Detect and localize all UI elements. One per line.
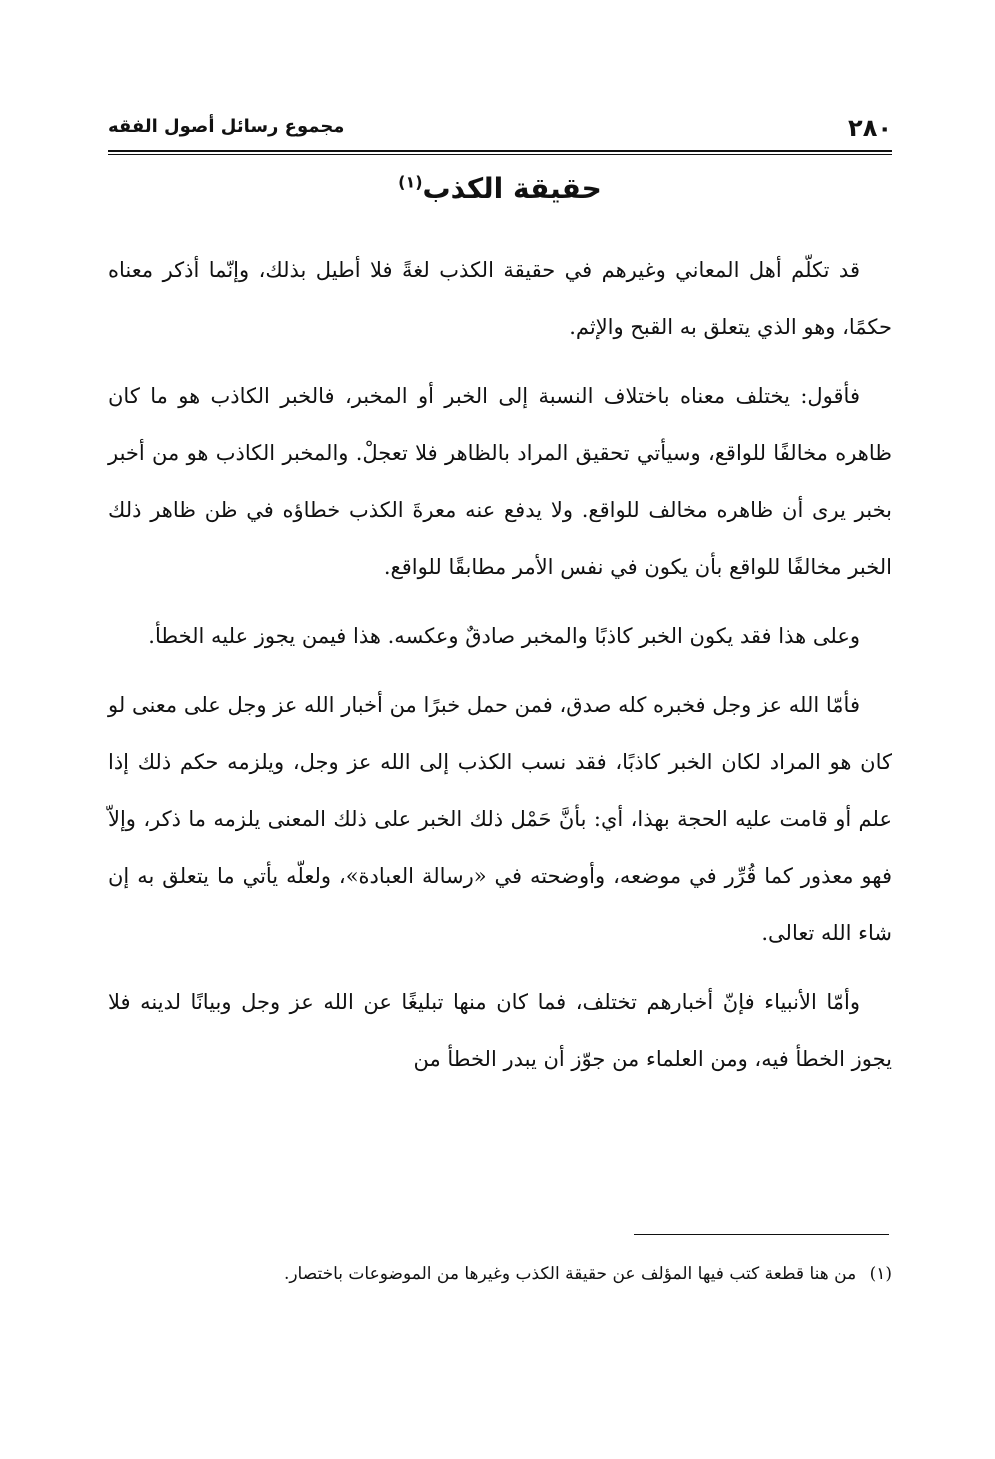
section-title bbox=[108, 172, 892, 205]
paragraph-2: فأقول: يختلف معناه باختلاف النسبة إلى الخبر أو المخبر، فالخبر الكاذب هو ما كان ظاهره مخالفًا للواقع، وسيأتي تحقيق المراد بالظاهر فلا تعجلْ. والمخبر الكاذب هو من أخبر بخبر يرى أن ظاهره مخالف للواقع. ولا يدفع عنه معرةَ الكذب خطاؤه في ظن ظاهر ذلك الخبر مخالفًا للواقع بأن يكون في نفس الأمر مطابقًا للواقع. bbox=[108, 384, 892, 579]
page-header bbox=[108, 114, 892, 148]
footnote-text: من هنا قطعة كتب فيها المؤلف عن حقيقة الكذب وغيرها من الموضوعات باختصار. bbox=[283, 1264, 857, 1284]
paragraph-3: وعلى هذا فقد يكون الخبر كاذبًا والمخبر صادقٌ وعكسه. هذا فيمن يجوز عليه الخطأ. bbox=[148, 624, 860, 648]
paragraph-5: وأمّا الأنبياء فإنّ أخبارهم تختلف، فما كان منها تبليغًا عن الله عز وجل وبيانًا لدينه فلا يجوز الخطأ فيه، ومن العلماء من جوّز أن يبدر الخطأ من bbox=[108, 990, 892, 1071]
page-number: ٢٨٠ bbox=[848, 114, 892, 142]
footnote bbox=[108, 1256, 892, 1292]
paragraph-4: فأمّا الله عز وجل فخبره كله صدق، فمن حمل خبرًا من أخبار الله عز وجل على معنى لو كان هو المراد لكان الخبر كاذبًا، فقد نسب الكذب إلى الله عز وجل، ويلزمه حكم ذلك إذا علم أو قامت عليه الحجة بهذا، أي: بأنَّ حَمْل ذلك الخبر على ذلك المعنى يلزمه ما ذكر، وإلاّ فهو معذور كما قُرِّر في موضعه، وأوضحته في «رسالة العبادة»، ولعلّه يأتي ما يتعلق به إن شاء الله تعالى. bbox=[108, 693, 892, 945]
footnote-rule bbox=[634, 1234, 889, 1235]
section-title-text: حقيقة الكذب bbox=[422, 172, 602, 205]
footnote-marker: (١) bbox=[869, 1264, 892, 1284]
paragraph-1: قد تكلّم أهل المعاني وغيرهم في حقيقة الكذب لغةً فلا أطيل بذلك، وإنّما أذكر معناه حكمًا، وهو الذي يتعلق به القبح والإثم. bbox=[108, 258, 892, 339]
running-title: مجموع رسائل أصول الفقه bbox=[108, 116, 345, 137]
body-text bbox=[108, 242, 892, 1100]
header-rule bbox=[108, 150, 892, 155]
footnote-reference: (١) bbox=[398, 172, 423, 192]
